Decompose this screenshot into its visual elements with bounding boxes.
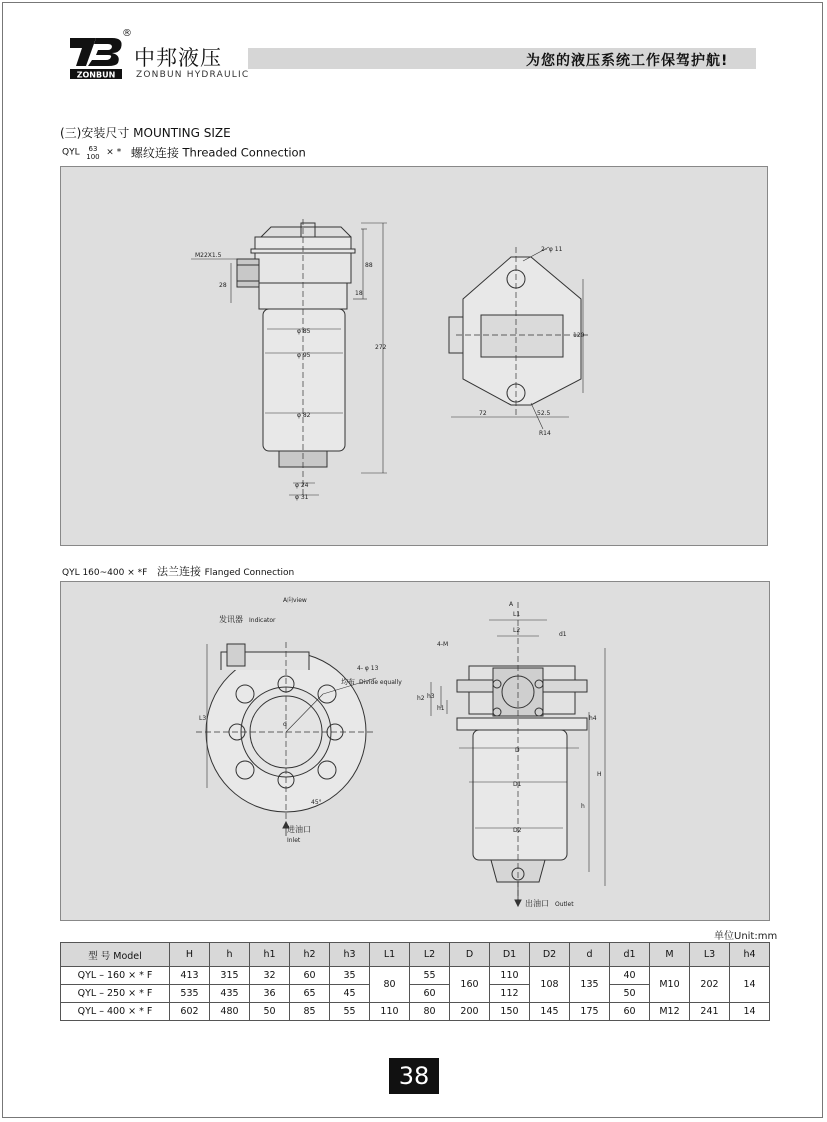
cell-h2: 85 [290, 1003, 330, 1021]
label-divide-cn: 均布 [341, 678, 355, 686]
label-D: D [515, 747, 520, 754]
header-L2: L2 [410, 943, 450, 967]
cell-D: 200 [450, 1003, 490, 1021]
threaded-frac-top: 63 [88, 144, 98, 153]
label-d1: d1 [559, 631, 567, 638]
dim-d85: φ 85 [297, 328, 311, 335]
dim-h88: 88 [365, 262, 373, 269]
dim-d95: φ 95 [297, 352, 311, 359]
cell-L1: 110 [370, 1003, 410, 1021]
cell-L3: 202 [690, 967, 730, 1003]
cell-M: M10 [650, 967, 690, 1003]
flanged-title-cn: 法兰连接 [156, 565, 201, 578]
cell-H: 535 [170, 985, 210, 1003]
label-L3: L3 [199, 715, 207, 722]
cell-h3: 35 [330, 967, 370, 985]
company-logo [66, 36, 128, 86]
registered-mark: ® [122, 28, 132, 39]
cell-D1: 150 [490, 1003, 530, 1021]
dim-d82: φ 82 [297, 412, 311, 419]
label-L2: L2 [513, 627, 521, 634]
label-view-en: view [293, 597, 307, 604]
header-D1: D1 [490, 943, 530, 967]
cell-D2: 108 [530, 967, 570, 1003]
dim-w120: 120 [573, 332, 585, 339]
label-inlet-en: Inlet [287, 837, 301, 844]
label-L1: L1 [513, 611, 521, 618]
cell-h2: 65 [290, 985, 330, 1003]
dim-d31: φ 31 [295, 494, 309, 501]
cell-L1: 80 [370, 967, 410, 1003]
header-h1: h1 [250, 943, 290, 967]
cell-h: 480 [210, 1003, 250, 1021]
header-D: D [450, 943, 490, 967]
brand-name-en: ZONBUN HYDRAULIC [136, 70, 250, 80]
cell-model: QYL – 250 × * F [61, 985, 170, 1003]
cell-d: 135 [570, 967, 610, 1003]
flanged-drawing-panel [60, 581, 770, 921]
label-H: H [597, 771, 602, 778]
table-row [61, 967, 770, 985]
cell-d1: 40 [610, 967, 650, 985]
dim-h28: 28 [219, 282, 227, 289]
cell-L2: 55 [410, 967, 450, 985]
label-holes: 4- φ 13 [357, 665, 379, 672]
label-h4: h4 [589, 715, 597, 722]
cell-D2: 145 [530, 1003, 570, 1021]
header-M: M [650, 943, 690, 967]
label-outlet-en: Outlet [555, 901, 574, 908]
flanged-model: QYL 160~400 × *F [62, 568, 148, 578]
cell-h: 315 [210, 967, 250, 985]
threaded-drawing [61, 167, 767, 545]
cell-M: M12 [650, 1003, 690, 1021]
slogan-text: 为您的液压系统工作保驾护航! [526, 53, 729, 69]
dim-w72: 72 [479, 410, 487, 417]
header-D2: D2 [530, 943, 570, 967]
cell-h3: 55 [330, 1003, 370, 1021]
header-h4: h4 [730, 943, 770, 967]
spec-table [60, 942, 770, 1021]
cell-h1: 50 [250, 1003, 290, 1021]
header-h: h [210, 943, 250, 967]
dim-holes: 2- φ 11 [541, 246, 563, 253]
label-A: A [509, 601, 514, 608]
label-outlet-cn: 出油口 [525, 899, 549, 908]
label-h2: h2 [417, 695, 425, 702]
header-h3: h3 [330, 943, 370, 967]
threaded-model-prefix: QYL [62, 147, 80, 158]
cell-h: 435 [210, 985, 250, 1003]
cell-D1: 110 [490, 967, 530, 985]
cell-d: 175 [570, 1003, 610, 1021]
label-inlet-cn: 进油口 [287, 825, 311, 834]
header-L3: L3 [690, 943, 730, 967]
cell-h2: 60 [290, 967, 330, 985]
label-indicator-en: Indicator [249, 617, 276, 624]
flanged-drawing [61, 582, 769, 920]
logo-mark [66, 36, 128, 82]
section-title: (三)安装尺寸 MOUNTING SIZE [60, 126, 231, 140]
flanged-title [62, 563, 294, 579]
label-h1: h1 [437, 705, 445, 712]
threaded-drawing-panel [60, 166, 768, 546]
cell-D: 160 [450, 967, 490, 1003]
threaded-model-suffix: × * [106, 147, 122, 158]
page-number: 38 [389, 1058, 439, 1094]
label-d: d [283, 721, 287, 728]
dim-thread: M22X1.5 [195, 252, 222, 259]
cell-H: 602 [170, 1003, 210, 1021]
brand-name-cn: 中邦液压 [134, 46, 222, 70]
label-M: 4-M [437, 641, 449, 648]
cell-L2: 60 [410, 985, 450, 1003]
label-D1: D1 [513, 781, 522, 788]
cell-H: 413 [170, 967, 210, 985]
dim-h272: 272 [375, 344, 387, 351]
dim-h18: 18 [355, 290, 363, 297]
cell-h1: 32 [250, 967, 290, 985]
dim-w52: 52.5 [537, 410, 551, 417]
label-h3: h3 [427, 693, 435, 700]
unit-label: 单位Unit:mm [714, 931, 778, 942]
table-row [61, 1003, 770, 1021]
threaded-title [62, 144, 306, 161]
header-d: d [570, 943, 610, 967]
label-indicator-cn: 发讯器 [219, 615, 243, 624]
logo-sub: ZONBUN [76, 70, 116, 80]
dim-r14: R14 [539, 430, 551, 437]
table-header-row [61, 943, 770, 967]
threaded-frac-bottom: 100 [86, 152, 100, 161]
dim-d24: φ 24 [295, 482, 309, 489]
cell-model: QYL – 400 × * F [61, 1003, 170, 1021]
label-h: h [581, 803, 585, 810]
header-d1: d1 [610, 943, 650, 967]
flanged-title-en: Flanged Connection [204, 568, 295, 578]
header-h2: h2 [290, 943, 330, 967]
cell-L3: 241 [690, 1003, 730, 1021]
cell-d1: 50 [610, 985, 650, 1003]
cell-h4: 14 [730, 967, 770, 1003]
header-L1: L1 [370, 943, 410, 967]
cell-D1: 112 [490, 985, 530, 1003]
label-divide-en: Divide equally [359, 679, 402, 686]
cell-L2: 80 [410, 1003, 450, 1021]
cell-model: QYL – 160 × * F [61, 967, 170, 985]
cell-d1: 60 [610, 1003, 650, 1021]
threaded-title-cn: 螺纹连接 [130, 146, 179, 160]
label-view-cn: A向 [283, 597, 294, 604]
threaded-title-en: Threaded Connection [182, 145, 306, 160]
header-H: H [170, 943, 210, 967]
header-model: 型 号 Model [61, 943, 170, 967]
label-D2: D2 [513, 827, 522, 834]
cell-h3: 45 [330, 985, 370, 1003]
cell-h1: 36 [250, 985, 290, 1003]
cell-h4: 14 [730, 1003, 770, 1021]
label-angle: 45° [311, 799, 322, 806]
